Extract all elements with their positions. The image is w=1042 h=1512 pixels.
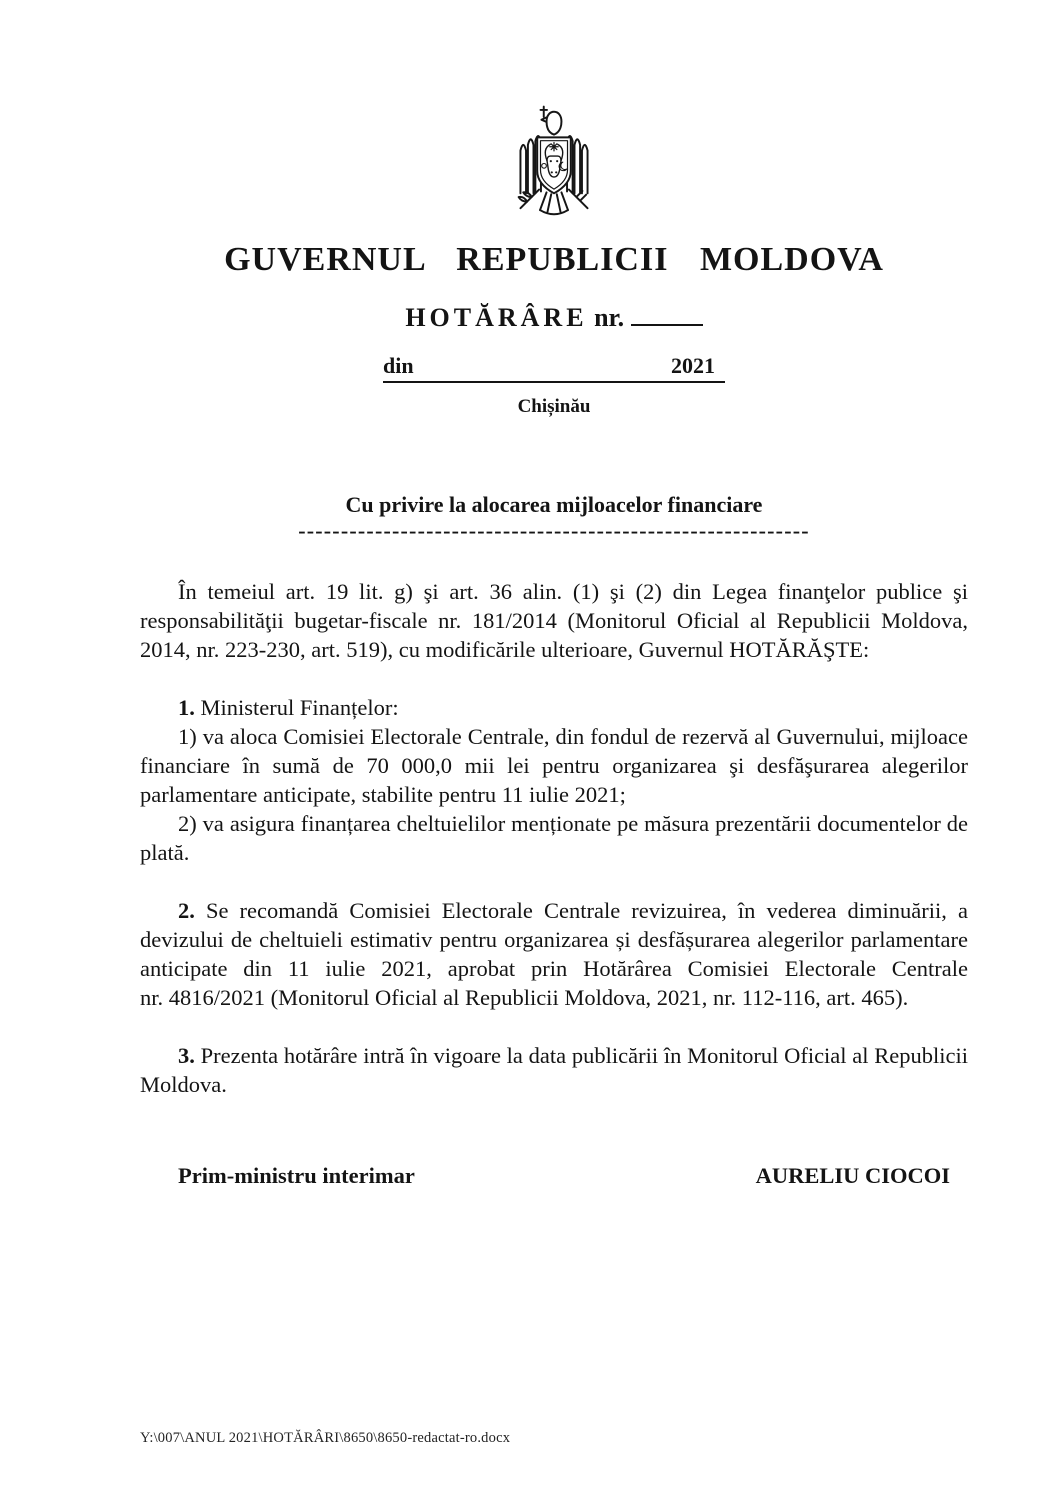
document-content bbox=[140, 0, 968, 1191]
doc-number-blank bbox=[631, 304, 703, 326]
moldova-coat-of-arms-icon bbox=[498, 102, 610, 225]
subitem-text: va asigura finanțarea cheltuielilor menționate pe măsura prezentării documentelor de plată. bbox=[140, 811, 969, 865]
article-text: Se recomandă Comisiei Electorale Centrale revizuirea, în vederea diminuării, a devizului de cheltuieli estimativ pentru organizarea și desfășurarea alegerilor parlamentare anticipate din 11 iulie 2021, aprobat prin Hotărârea Comisiei Electorale Centrale nr. 4816/2021 (Monitorul Oficial al Republicii Moldova, 2021, nr. 112-116, art. 465). bbox=[140, 898, 968, 1010]
date-prefix: din bbox=[383, 353, 414, 378]
doc-number-label: nr. bbox=[594, 303, 625, 332]
subject-title: Cu privire la alocarea mijloacelor financiare bbox=[345, 492, 763, 517]
subitem-number: 1) bbox=[178, 724, 197, 749]
org-title: GUVERNUL REPUBLICII MOLDOVA bbox=[224, 241, 884, 278]
doc-type-line bbox=[140, 301, 968, 335]
article-number: 2. bbox=[178, 898, 195, 923]
article-number: 1. bbox=[178, 695, 195, 720]
signatory-role: Prim-ministru interimar bbox=[178, 1163, 415, 1188]
article-text: Ministerul Finanțelor: bbox=[200, 695, 399, 720]
file-path-footer: Y:\007\ANUL 2021\HOTĂRÂRI\8650\8650-redactat-ro.docx bbox=[140, 1430, 511, 1446]
doc-type-label: HOTĂRÂRE bbox=[405, 303, 588, 332]
signature-row bbox=[140, 1161, 968, 1191]
subitem-text: va aloca Comisiei Electorale Centrale, din fondul de rezervă al Guvernului, mijloace financiare în sumă de 70 000,0 mii lei pentru organizarea şi desfăşurarea alegerilor parlamentare anticipate, stabilite pentru 11 iulie 2021; bbox=[140, 724, 969, 807]
article-1-heading bbox=[140, 693, 968, 722]
article-1-subitem-1 bbox=[140, 722, 968, 809]
article-2-paragraph bbox=[140, 896, 968, 1012]
date-line bbox=[383, 353, 725, 383]
signatory-name: AURELIU CIOCOI bbox=[755, 1163, 950, 1188]
article-1-subitem-2 bbox=[140, 809, 968, 867]
article-3-paragraph bbox=[140, 1041, 968, 1099]
coat-of-arms-emblem-icon bbox=[140, 102, 968, 225]
intro-paragraph: În temeiul art. 19 lit. g) şi art. 36 alin. (1) şi (2) din Legea finanţelor publice şi responsabilităţii bugetar-fiscale nr. 181/2014 (Monitorul Oficial al Republicii Moldova, 2014, nr. 223-230, art. 519), cu modificările ulterioare, Guvernul HOTĂRĂŞTE: bbox=[140, 579, 968, 662]
article-number: 3. bbox=[178, 1043, 195, 1068]
city-label: Chișinău bbox=[517, 396, 591, 417]
article-text: Prezenta hotărâre intră în vigoare la data publicării în Monitorul Oficial al Republicii Moldova. bbox=[140, 1043, 969, 1097]
date-year: 2021 bbox=[671, 353, 715, 378]
subitem-number: 2) bbox=[178, 811, 197, 836]
subject-underline: ------------------------------------------------------------ bbox=[298, 519, 810, 543]
